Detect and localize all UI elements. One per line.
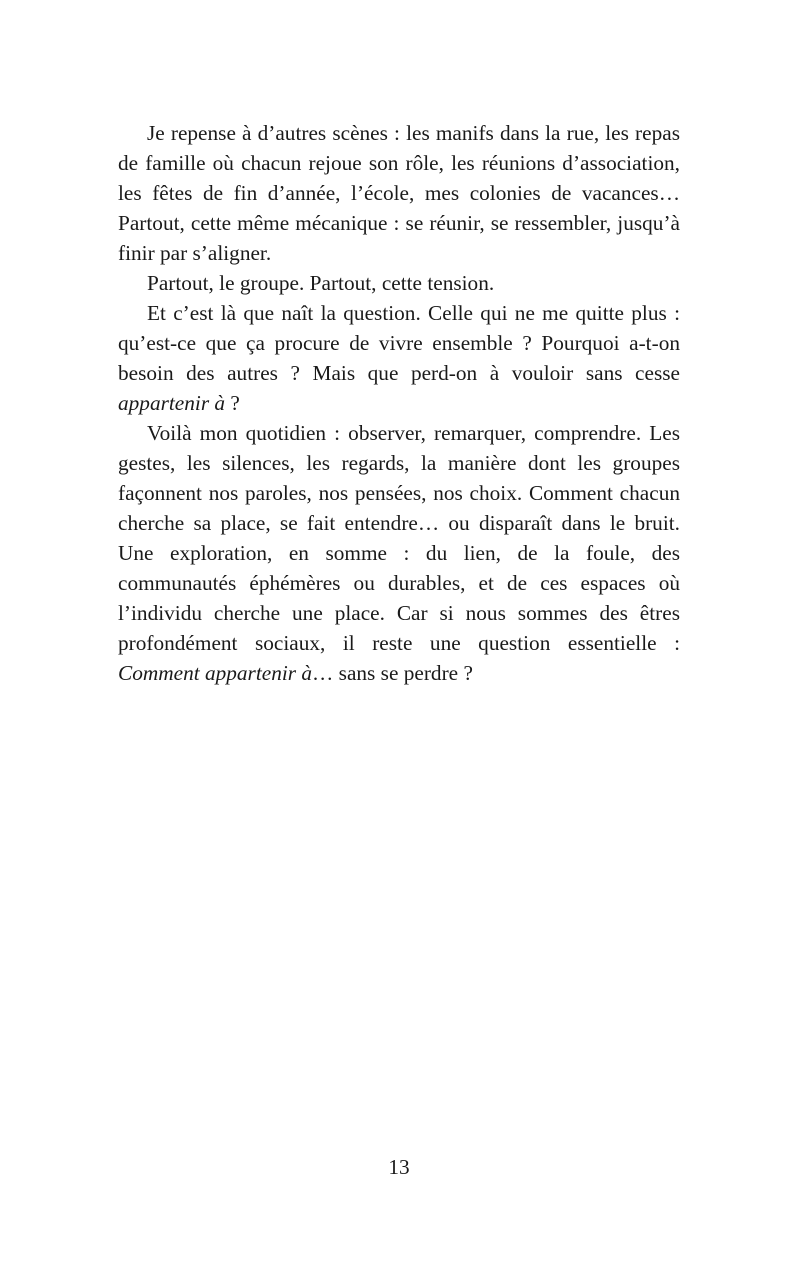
paragraph-4-text: Voilà mon quotidien : observer, remarquer, comprendre. Les gestes, les silences, les regards, la manière dont les groupes façonnent nos paroles, nos pensées, nos choix. Comment chacun cherche sa place, se fait entendre… ou disparaît dans le bruit. Une exploration, en somme : du lien, de la foule, des communautés éphémères ou durables, et de ces espaces où l’individu cherche une place. Car si nous sommes des êtres profondément sociaux, il reste une question essentielle : — [118, 421, 680, 655]
paragraph-3-italic-phrase: appartenir à — [118, 391, 226, 415]
paragraph-4-text-end: … sans se perdre ? — [312, 661, 473, 685]
paragraph-4 — [118, 418, 680, 688]
paragraph-1 — [118, 118, 680, 268]
paragraph-4-italic-phrase: Comment appartenir à — [118, 661, 313, 685]
paragraph-2-text: Partout, le groupe. Partout, cette tension. — [147, 271, 495, 295]
paragraph-3-text: Et c’est là que naît la question. Celle qui ne me quitte plus : qu’est-ce que ça procure de vivre ensemble ? Pourquoi a-t-on besoin des autres ? Mais que perd-on à vouloir sans cesse — [118, 301, 680, 385]
paragraph-3-text-end: ? — [225, 391, 240, 415]
page-body — [118, 118, 680, 688]
paragraph-2 — [118, 268, 680, 298]
paragraph-3 — [118, 298, 680, 418]
paragraph-1-text: Je repense à d’autres scènes : les manifs dans la rue, les repas de famille où chacun rejoue son rôle, les réunions d’association, les fêtes de fin d’année, l’école, mes colonies de vacances… Partout, cette même mécanique : se réunir, se ressembler, jusqu’à finir par s’aligner. — [118, 121, 680, 265]
page-number: 13 — [388, 1155, 410, 1179]
